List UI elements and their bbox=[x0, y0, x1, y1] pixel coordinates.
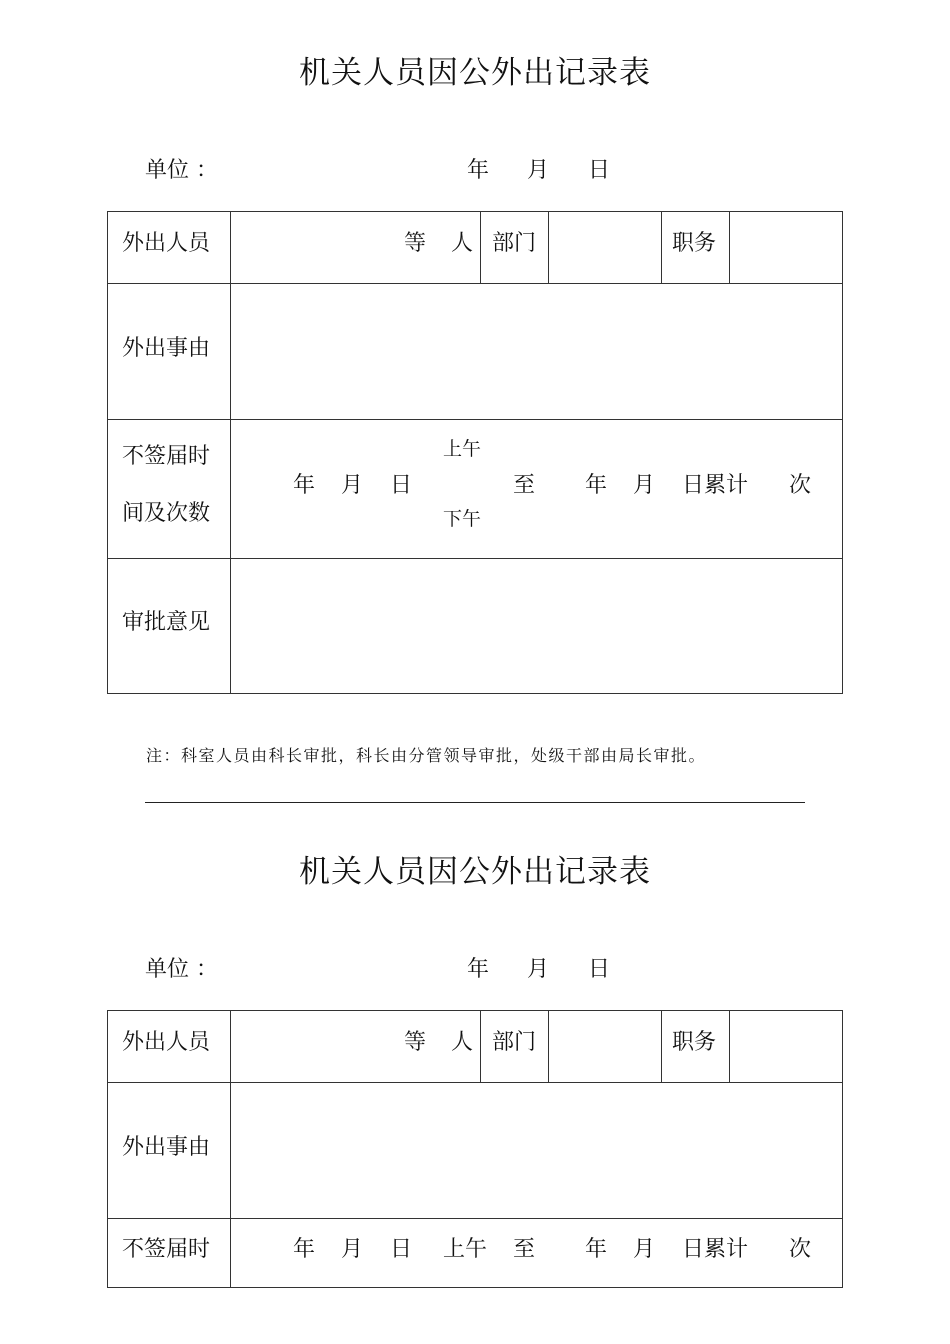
personnel-etc-label: 等 bbox=[404, 1030, 427, 1055]
date-month-label: 月 bbox=[527, 957, 550, 982]
time-label-line2: 间及次数 bbox=[122, 501, 211, 526]
personnel-count-unit: 人 bbox=[451, 231, 474, 256]
department-label: 部门 bbox=[492, 1030, 537, 1055]
times-label: 次 bbox=[789, 1237, 812, 1262]
from-year-label: 年 bbox=[293, 473, 316, 498]
from-day-label: 日 bbox=[390, 1237, 413, 1262]
to-year-label: 年 bbox=[585, 1237, 608, 1262]
from-year-label: 年 bbox=[293, 1237, 316, 1262]
personnel-label: 外出人员 bbox=[122, 1030, 211, 1055]
am-label: 上午 bbox=[443, 1237, 488, 1262]
approval-label: 审批意见 bbox=[122, 610, 211, 635]
from-month-label: 月 bbox=[341, 1237, 364, 1262]
date-year-label: 年 bbox=[467, 158, 490, 183]
department-label: 部门 bbox=[492, 231, 537, 256]
times-label: 次 bbox=[789, 473, 812, 498]
approval-note: 注：科室人员由科长审批，科长由分管领导审批，处级干部由局长审批。 bbox=[146, 746, 707, 765]
personnel-etc-label: 等 bbox=[404, 231, 427, 256]
cut-line bbox=[145, 802, 805, 803]
reason-label: 外出事由 bbox=[122, 336, 211, 361]
position-label: 职务 bbox=[672, 1030, 717, 1055]
to-month-label: 月 bbox=[633, 473, 656, 498]
reason-label: 外出事由 bbox=[122, 1135, 211, 1160]
pm-label: 下午 bbox=[443, 508, 482, 530]
form-title: 机关人员因公外出记录表 bbox=[299, 854, 651, 890]
date-day-label: 日 bbox=[588, 158, 611, 183]
date-day-label: 日 bbox=[588, 957, 611, 982]
from-day-label: 日 bbox=[390, 473, 413, 498]
time-label-line1: 不签届时 bbox=[122, 1237, 211, 1262]
to-month-label: 月 bbox=[633, 1237, 656, 1262]
to-day-total-label: 日累计 bbox=[682, 473, 749, 498]
from-month-label: 月 bbox=[341, 473, 364, 498]
form-title: 机关人员因公外出记录表 bbox=[299, 55, 651, 91]
to-label: 至 bbox=[513, 1237, 536, 1262]
position-label: 职务 bbox=[672, 231, 717, 256]
unit-label: 单位 ： bbox=[145, 158, 218, 183]
time-label-line1: 不签届时 bbox=[122, 444, 211, 469]
am-label: 上午 bbox=[443, 438, 482, 460]
date-year-label: 年 bbox=[467, 957, 490, 982]
to-day-total-label: 日累计 bbox=[682, 1237, 749, 1262]
to-year-label: 年 bbox=[585, 473, 608, 498]
unit-label: 单位 ： bbox=[145, 957, 218, 982]
date-month-label: 月 bbox=[527, 158, 550, 183]
to-label: 至 bbox=[513, 473, 536, 498]
personnel-label: 外出人员 bbox=[122, 231, 211, 256]
personnel-count-unit: 人 bbox=[451, 1030, 474, 1055]
